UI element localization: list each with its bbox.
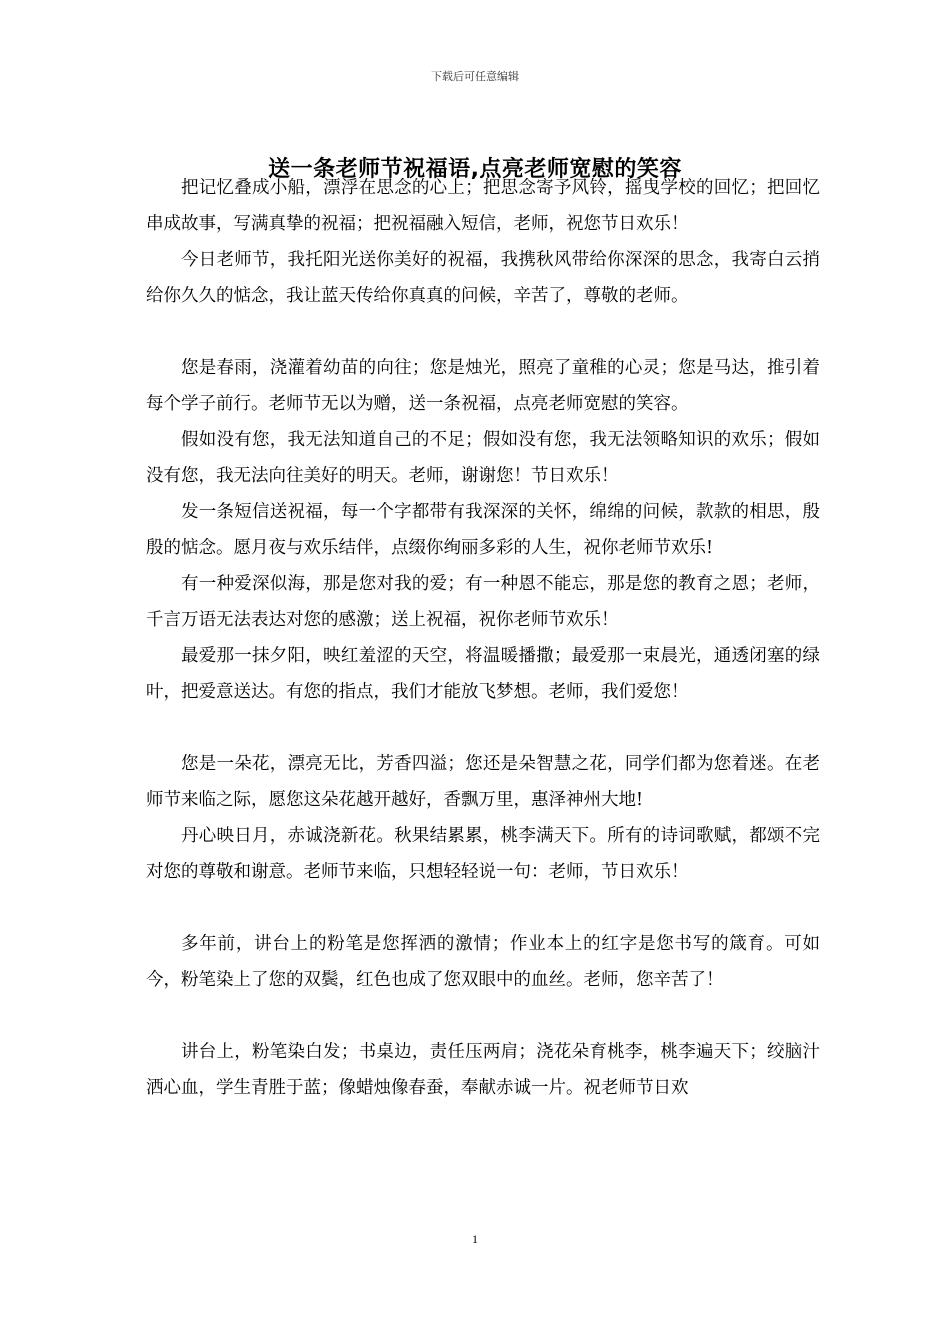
paragraph: 多年前，讲台上的粉笔是您挥洒的激情；作业本上的红字是您书写的箴育。可如今，粉笔染上了您的双鬓，红色也成了您双眼中的血丝。老师，您辛苦了！ [146,934,820,990]
paragraph: 您是一朵花，漂亮无比，芳香四溢；您还是朵智慧之花，同学们都为您着迷。在老师节来临之际，愿您这朵花越开越好，香飘万里，惠泽神州大地! [146,754,820,810]
document-body [146,170,820,1106]
header-note: 下载后可任意编辑 [431,70,519,83]
paragraph: 有一种爱深似海，那是您对我的爱；有一种恩不能忘，那是您的教育之恩；老师，千言万语无法表达对您的感激；送上祝福，祝你老师节欢乐！ [146,574,820,630]
document-title: 送一条老师节祝福语,点亮老师宽慰的笑容 [268,157,682,182]
paragraph: 您是春雨，浇灌着幼苗的向往；您是烛光，照亮了童稚的心灵；您是马达，推引着每个学子前行。老师节无以为赠，送一条祝福，点亮老师宽慰的笑容。 [146,358,820,414]
paragraph: 丹心映日月，赤诚浇新花。秋果结累累，桃李满天下。所有的诗词歌赋，都颂不完对您的尊敬和谢意。老师节来临，只想轻轻说一句：老师，节日欢乐！ [146,826,820,882]
page-number: 1 [472,1232,478,1246]
paragraph: 把记忆叠成小船，漂浮在思念的心上；把思念寄予风铃，摇曳学校的回忆；把回忆串成故事，写满真挚的祝福；把祝福融入短信，老师，祝您节日欢乐！ [146,178,820,234]
paragraph: 今日老师节，我托阳光送你美好的祝福，我携秋风带给你深深的思念，我寄白云捎给你久久的惦念，我让蓝天传给你真真的问候，辛苦了，尊敬的老师。 [146,250,820,306]
paragraph: 最爱那一抹夕阳，映红羞涩的天空，将温暖播撒；最爱那一束晨光，通透闭塞的绿叶，把爱意送达。有您的指点，我们才能放飞梦想。老师，我们爱您！ [146,646,820,702]
paragraph: 讲台上，粉笔染白发；书桌边，责任压两肩；浇花朵育桃李，桃李遍天下；绞脑汁洒心血，学生青胜于蓝；像蜡烛像春蚕，奉献赤诚一片。祝老师节日欢 [146,1042,820,1098]
paragraph: 发一条短信送祝福，每一个字都带有我深深的关怀，绵绵的问候，款款的相思，殷殷的惦念。愿月夜与欢乐结伴，点缀你绚丽多彩的人生，祝你老师节欢乐! [146,502,820,558]
paragraph: 假如没有您，我无法知道自己的不足；假如没有您，我无法领略知识的欢乐；假如没有您，我无法向往美好的明天。老师，谢谢您！节日欢乐！ [146,430,820,486]
